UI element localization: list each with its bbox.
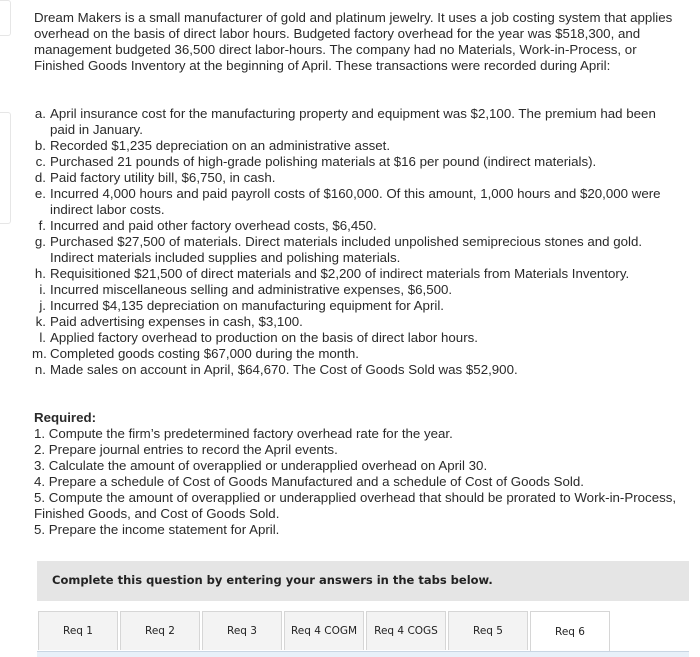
transaction-item xyxy=(34,218,674,234)
transaction-label: h. xyxy=(34,266,46,281)
required-item: 4. Prepare a schedule of Cost of Goods Manufactured and a schedule of Cost of Goods Sold. xyxy=(34,474,584,489)
tab-content-top xyxy=(37,651,689,657)
transaction-item xyxy=(34,330,674,346)
transaction-label: j. xyxy=(39,298,46,313)
required-item: 5. Prepare the income statement for April. xyxy=(34,522,280,537)
required-section xyxy=(34,410,689,538)
transaction-text: Completed goods costing $67,000 during the month. xyxy=(50,346,359,361)
transaction-text: Incurred $4,135 depreciation on manufacturing equipment for April. xyxy=(50,298,444,313)
tab-req-2[interactable]: Req 2 xyxy=(120,611,200,650)
transaction-text: Purchased $27,500 of materials. Direct materials included unpolished semiprecious stones and gold. Indirect materials included supplies and polishing materials. xyxy=(50,234,643,265)
transaction-item xyxy=(34,234,674,266)
required-heading: Required: xyxy=(34,410,97,425)
transaction-item xyxy=(34,314,674,330)
transaction-label: d. xyxy=(34,170,46,185)
transaction-item xyxy=(34,106,674,138)
transaction-text: Paid factory utility bill, $6,750, in cash. xyxy=(50,170,276,185)
instruction-banner xyxy=(37,561,689,601)
transaction-label: i. xyxy=(39,282,46,297)
transaction-label: n. xyxy=(34,362,46,377)
tab-bar xyxy=(38,611,612,651)
transaction-label: f. xyxy=(38,218,46,233)
tab-req-1[interactable]: Req 1 xyxy=(38,611,118,650)
transaction-text: Requisitioned $21,500 of direct materials and $2,200 of indirect materials from Materials Inventory. xyxy=(50,266,630,281)
transaction-item xyxy=(34,138,674,154)
transaction-item xyxy=(34,346,674,362)
transaction-item xyxy=(34,266,674,282)
tab-req-6[interactable]: Req 6 xyxy=(530,611,610,652)
transaction-label: e. xyxy=(34,186,46,201)
transaction-text: Purchased 21 pounds of high-grade polishing materials at $16 per pound (indirect materials). xyxy=(50,154,597,169)
required-item: 2. Prepare journal entries to record the April events. xyxy=(34,442,338,457)
transaction-item xyxy=(34,362,674,378)
tab-req-3[interactable]: Req 3 xyxy=(202,611,282,650)
tab-req-5[interactable]: Req 5 xyxy=(448,611,528,650)
transaction-text: April insurance cost for the manufacturing property and equipment was $2,100. The premium had been paid in January. xyxy=(50,106,656,137)
transaction-label: c. xyxy=(35,154,46,169)
transaction-item xyxy=(34,186,674,218)
transaction-text: Incurred 4,000 hours and paid payroll costs of $160,000. Of this amount, 1,000 hours and $20,000 were indirect labor costs. xyxy=(50,186,661,217)
transactions-list xyxy=(34,106,674,378)
tab-req-4-cogs[interactable]: Req 4 COGS xyxy=(366,611,446,650)
left-panel-edge xyxy=(0,0,11,36)
transaction-item xyxy=(34,154,674,170)
transaction-label: g. xyxy=(34,234,46,249)
left-panel-edge xyxy=(0,112,11,224)
tab-req-4-cogm[interactable]: Req 4 COGM xyxy=(284,611,364,650)
instruction-text: Complete this question by entering your answers in the tabs below. xyxy=(52,573,493,587)
transaction-item xyxy=(34,170,674,186)
problem-intro: Dream Makers is a small manufacturer of gold and platinum jewelry. It uses a job costing system that applies overhead on the basis of direct labor hours. Budgeted factory overhead for the year was $518,300, and management budgeted 36,500 direct labor-hours. The company had no Materials, Work-in-Process, or Finished Goods Inventory at the beginning of April. These transactions were recorded during April: xyxy=(34,10,673,73)
required-item: 3. Calculate the amount of overapplied or underapplied overhead on April 30. xyxy=(34,458,488,473)
transaction-label: l. xyxy=(39,330,46,345)
transaction-label: k. xyxy=(35,314,46,329)
required-item: 1. Compute the firm’s predetermined factory overhead rate for the year. xyxy=(34,426,453,441)
transaction-text: Incurred miscellaneous selling and administrative expenses, $6,500. xyxy=(50,282,453,297)
transaction-text: Paid advertising expenses in cash, $3,100. xyxy=(50,314,303,329)
transaction-label: a. xyxy=(34,106,46,121)
transaction-text: Incurred and paid other factory overhead costs, $6,450. xyxy=(50,218,377,233)
transaction-text: Made sales on account in April, $64,670. The Cost of Goods Sold was $52,900. xyxy=(50,362,518,377)
transaction-item xyxy=(34,282,674,298)
transaction-text: Recorded $1,235 depreciation on an administrative asset. xyxy=(50,138,391,153)
transaction-label: b. xyxy=(34,138,46,153)
transaction-label: m. xyxy=(32,346,47,361)
transaction-text: Applied factory overhead to production on the basis of direct labor hours. xyxy=(50,330,478,345)
required-item: 5. Compute the amount of overapplied or underapplied overhead that should be prorated to Work-in-Process, Finished Goods, and Cost of Goods Sold. xyxy=(34,490,677,521)
transaction-item xyxy=(34,298,674,314)
